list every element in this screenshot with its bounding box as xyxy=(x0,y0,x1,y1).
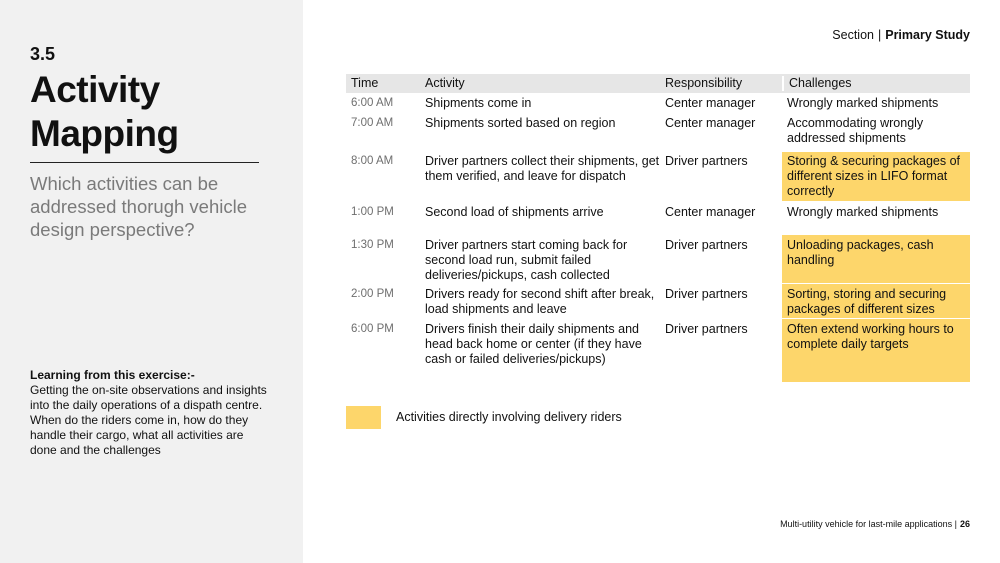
challenge-cell: Wrongly marked shipments xyxy=(787,205,939,219)
activity-cell: Second load of shipments arrive xyxy=(425,205,604,219)
activity-table xyxy=(346,74,970,382)
activity-cell: Drivers ready for second shift after break, load shipments and leave xyxy=(425,287,655,316)
footer-separator: | xyxy=(954,519,957,529)
table-row xyxy=(346,284,970,318)
activity-cell: Drivers finish their daily shipments and head back home or center (if they have cash or failed deliveries/pickups) xyxy=(425,322,642,366)
page-footer xyxy=(780,519,970,529)
table-row xyxy=(346,96,970,113)
column-header-time: Time xyxy=(351,76,379,90)
time-cell: 6:00 AM xyxy=(351,97,394,109)
table-row xyxy=(346,116,970,149)
table-row xyxy=(346,152,970,201)
table-header-row xyxy=(346,74,970,93)
time-cell: 1:30 PM xyxy=(351,239,394,251)
challenge-cell-highlighted: Storing & securing packages of different sizes in LIFO format correctly xyxy=(782,152,970,201)
time-cell: 8:00 AM xyxy=(351,155,394,167)
challenge-cell: Wrongly marked shipments xyxy=(787,96,939,110)
time-cell: 7:00 AM xyxy=(351,117,394,129)
challenge-cell-highlighted: Sorting, storing and securing packages of different sizes xyxy=(782,284,970,318)
legend-swatch xyxy=(346,406,381,429)
responsibility-cell: Driver partners xyxy=(665,238,748,252)
challenge-cell-highlighted: Often extend working hours to complete daily targets xyxy=(782,319,970,382)
footer-project-name: Multi-utility vehicle for last-mile applications xyxy=(780,519,953,529)
learning-body: Getting the on-site observations and insights into the daily operations of a dispath centre. When do the riders come in, how do they handle their cargo, what all activities are done and the challenges xyxy=(30,383,267,457)
page-title: Activity Mapping xyxy=(30,69,179,154)
learning-note xyxy=(30,368,270,458)
responsibility-cell: Center manager xyxy=(665,205,756,219)
sidebar-panel xyxy=(0,0,303,563)
time-cell: 2:00 PM xyxy=(351,288,394,300)
column-header-responsibility: Responsibility xyxy=(665,76,743,90)
responsibility-cell: Driver partners xyxy=(665,154,748,168)
column-header-activity: Activity xyxy=(425,76,465,90)
table-row xyxy=(346,235,970,283)
section-prefix: Section xyxy=(832,28,874,42)
activity-cell: Shipments sorted based on region xyxy=(425,116,616,130)
section-number: 3.5 xyxy=(30,44,56,64)
learning-heading: Learning from this exercise:- xyxy=(30,368,195,382)
activity-cell: Shipments come in xyxy=(425,96,532,110)
responsibility-cell: Driver partners xyxy=(665,287,748,301)
page-number: 26 xyxy=(959,519,970,529)
challenge-cell-highlighted: Unloading packages, cash handling xyxy=(782,235,970,283)
title-divider xyxy=(30,162,259,163)
section-label xyxy=(832,28,970,42)
page-subtitle: Which activities can be addressed thorugh vehicle design perspective? xyxy=(30,173,248,240)
responsibility-cell: Center manager xyxy=(665,116,756,130)
legend-label: Activities directly involving delivery riders xyxy=(396,410,622,424)
column-header-challenges: Challenges xyxy=(782,76,970,91)
time-cell: 1:00 PM xyxy=(351,206,394,218)
section-separator: | xyxy=(877,28,882,42)
time-cell: 6:00 PM xyxy=(351,323,394,335)
responsibility-cell: Center manager xyxy=(665,96,756,110)
table-row xyxy=(346,319,970,382)
responsibility-cell: Driver partners xyxy=(665,322,748,336)
table-row xyxy=(346,201,970,235)
section-name: Primary Study xyxy=(885,28,970,42)
activity-cell: Driver partners collect their shipments, get them verified, and leave for dispatch xyxy=(425,154,660,183)
activity-cell: Driver partners start coming back for second load run, submit failed deliveries/pickups, cash collected xyxy=(425,238,628,282)
challenge-cell: Accommodating wrongly addressed shipments xyxy=(787,116,924,145)
